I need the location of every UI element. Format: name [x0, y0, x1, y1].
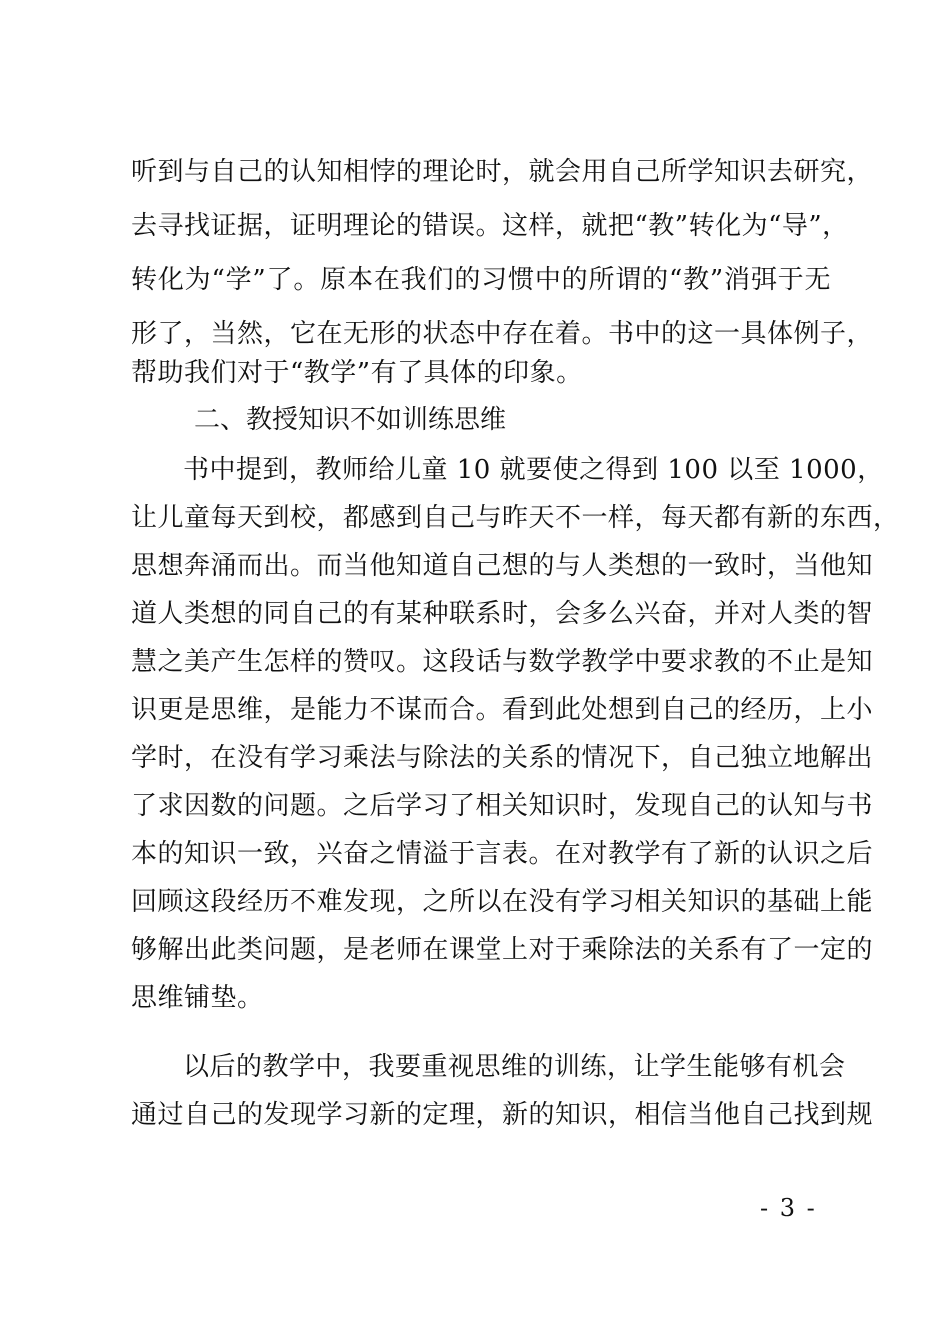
paragraph-line: 了求因数的问题。之后学习了相关知识时，发现自己的认知与书 [131, 791, 874, 821]
paragraph-line: 形了，当然，它在无形的状态中存在着。书中的这一具体例子， [131, 319, 874, 349]
page-number: - 3 - [760, 1194, 817, 1222]
paragraph-line: 思维铺垫。 [131, 983, 264, 1013]
paragraph-line: 转化为“学”了。原本在我们的习惯中的所谓的“教”消弭于无 [131, 265, 831, 295]
paragraph-line: 以后的教学中，我要重视思维的训练，让学生能够有机会 [183, 1052, 846, 1082]
paragraph-line: 慧之美产生怎样的赞叹。这段话与数学教学中要求教的不止是知 [131, 647, 874, 677]
paragraph-line: 帮助我们对于“教学”有了具体的印象。 [131, 358, 583, 388]
paragraph-line: 够解出此类问题，是老师在课堂上对于乘除法的关系有了一定的 [131, 935, 874, 965]
paragraph-line: 听到与自己的认知相悖的理论时，就会用自己所学知识去研究， [131, 157, 874, 187]
paragraph-line: 思想奔涌而出。而当他知道自己想的与人类想的一致时，当他知 [131, 551, 874, 581]
paragraph-line: 学时，在没有学习乘法与除法的关系的情况下，自己独立地解出 [131, 743, 874, 773]
paragraph-line: 去寻找证据，证明理论的错误。这样，就把“教”转化为“导”， [131, 211, 849, 241]
section-heading: 二、教授知识不如训练思维 [194, 405, 507, 435]
paragraph-line: 回顾这段经历不难发现，之所以在没有学习相关知识的基础上能 [131, 887, 874, 917]
paragraph-line: 识更是思维，是能力不谋而合。看到此处想到自己的经历，上小 [131, 695, 874, 725]
paragraph-line: 书中提到，教师给儿童 10 就要使之得到 100 以至 1000， [183, 455, 884, 485]
paragraph-line: 通过自己的发现学习新的定理，新的知识，相信当他自己找到规 [131, 1100, 874, 1130]
paragraph-line: 道人类想的同自己的有某种联系时，会多么兴奋，并对人类的智 [131, 599, 874, 629]
paragraph-line: 本的知识一致，兴奋之情溢于言表。在对教学有了新的认识之后 [131, 839, 874, 869]
paragraph-line: 让儿童每天到校，都感到自己与昨天不一样，每天都有新的东西， [131, 503, 900, 533]
